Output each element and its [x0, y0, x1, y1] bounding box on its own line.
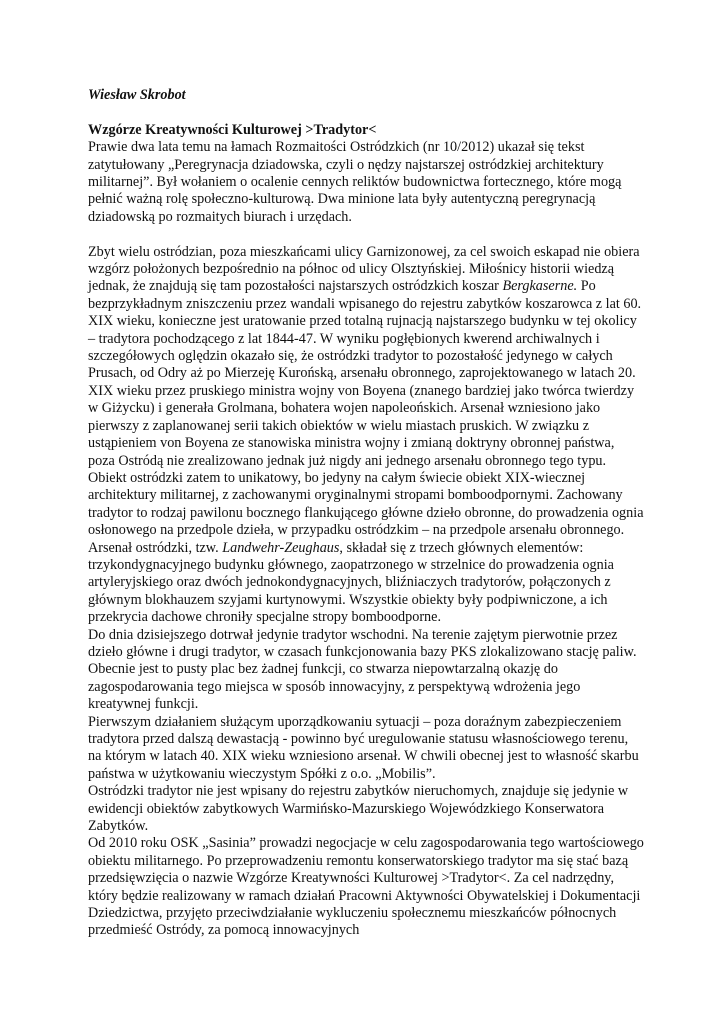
paragraph-ownership: Pierwszym działaniem służącym uporządkowaniu sytuacji – poza doraźnym zabezpieczeniem tradytora przed dalszą dewastacją - powinno być uregulowanie statusu własnościowego terenu, na którym w latach 40. XIX wieku wzniesiono arsenał. W chwili obecnej jest to własność skarbu państwa w użytkowaniu wieczystym Spółki z o.o. „Mobilis”. [88, 713, 639, 782]
document-page [88, 87, 644, 940]
paragraph-arsenal-text-a: Arsenał ostródzki, tzw. [88, 539, 223, 556]
paragraph-intro: Prawie dwa lata temu na łamach Rozmaitości Ostródzkich (nr 10/2012) ukazał się tekst zatytułowany „Peregrynacja dziadowska, czyli o nędzy najstarszej ostródzkiej architektury militarnej”. Był wołaniem o ocalenie cennych reliktów budownictwa fortecznego, które mogą pełnić ważną rolę społeczno-kulturową. Dwa minione lata były autentyczną peregrynacją dziadowską po rozmaitych biurach i urzędach. [88, 139, 622, 225]
paragraph-history-text-a: Zbyt wielu ostródzian, poza mieszkańcami ulicy Garnizonowej, za cel swoich eskapad nie obiera wzgórz położonych bezpośrednio na północ od ulicy Olsztyńskiej. Miłośnicy historii wiedzą jednak, że znajdują się tam pozostałości najstarszych ostródzkich koszar [88, 243, 640, 295]
author-name: Wiesław Skrobot [88, 87, 186, 103]
paragraph-arsenal-italic: Landwehr-Zeughaus [222, 539, 340, 556]
paragraph-gap [88, 226, 644, 243]
paragraph-history [88, 244, 644, 540]
paragraph-history-text-b: Po bezprzykładnym zniszczeniu przez wandali wpisanego do rejestru zabytków koszarowca z lat 60. XIX wieku, konieczne jest uratowanie przed totalną rujnacją najstarszego budynku w tej okolicy – tradytora pochodzącego z lat 1844-47. W wyniku pogłębionych kwerend archiwalnych i szczegółowych oględzin okazało się, że ostródzki tradytor to pozostałość jedynego w całych Prusach, od Odry aż po Mierzeję Kurońską, arsenału obronnego, zaprojektowanego w latach 20. XIX wieku przez pruskiego ministra wojny von Boyena (znanego bardziej jako twórca twierdzy w Giżycku) i generała Grolmana, bohatera wojen napoleońskich. Arsenał wzniesiono jako pierwszy z zaplanowanej serii takich obiektów w wielu miastach pruskich. W związku z ustąpieniem von Boyena ze stanowiska ministra wojny i zmianą doktryny obronnej państwa, poza Ostródą nie zrealizowano jednak już nigdy ani jednego arsenału obronnego tego typu. Obiekt ostródzki zatem to unikatowy, bo jedyny na całym świecie obiekt XIX-wiecznej architektury militarnej, z zachowanymi oryginalnymi stropami bomboodpornymi. Zachowany tradytor to rodzaj pawilonu bocznego flankującego główne dzieło obronne, do prowadzenia ognia osłonowego na przedpole dzieła, w przypadku ostródzkim – na przedpole arsenału obronnego. [88, 278, 644, 539]
article-title: Wzgórze Kreatywności Kulturowej >Tradytor< [88, 121, 377, 138]
paragraph-history-italic: Bergkaserne. [502, 278, 578, 295]
paragraph-arsenal-text-b: , składał się z trzech głównych elementów: trzykondygnacyjnego budynku głównego, zaopatrzonego w strzelnice do prowadzenia ognia artyleryjskiego oraz dwóch jednokondygnacyjnych, bliźniaczych tradytorów, połączonych z głównym blokhauzem szyjami kurtynowymi. Wszystkie obiekty były podpiwniczone, a ich przekrycia dachowe chroniły specjalne stropy bomboodporne. [88, 539, 614, 626]
paragraph-arsenal [88, 540, 644, 627]
paragraph-project: Od 2010 roku OSK „Sasinia” prowadzi negocjacje w celu zagospodarowania tego wartościowego obiektu militarnego. Po przeprowadzeniu remontu konserwatorskiego tradytor ma się stać bazą przedsięwzięcia o nazwie Wzgórze Kreatywności Kulturowej >Tradytor<. Za cel nadrzędny, który będzie realizowany w ramach działań Pracowni Aktywności Obywatelskiej i Dokumentacji Dziedzictwa, przyjęto przeciwdziałanie wykluczeniu społecznemu mieszkańców północnych przedmieść Ostródy, za pomocą innowacyjnych [88, 835, 644, 939]
paragraph-present: Do dnia dzisiejszego dotrwał jedynie tradytor wschodni. Na terenie zajętym pierwotnie przez dzieło główne i drugi tradytor, w czasach funkcjonowania bazy PKS zlokalizowano stację paliw. Obecnie jest to pusty plac bez żadnej funkcji, co stwarza niepowtarzalną okazję do zagospodarowania tego miejsca w sposób innowacyjny, z perspektywą wdrożenia jego kreatywnej funkcji. [88, 626, 637, 713]
paragraph-registry: Ostródzki tradytor nie jest wpisany do rejestru zabytków nieruchomych, znajduje się jedynie w ewidencji obiektów zabytkowych Warmińsko-Mazurskiego Wojewódzkiego Konserwatora Zabytków. [88, 783, 629, 835]
